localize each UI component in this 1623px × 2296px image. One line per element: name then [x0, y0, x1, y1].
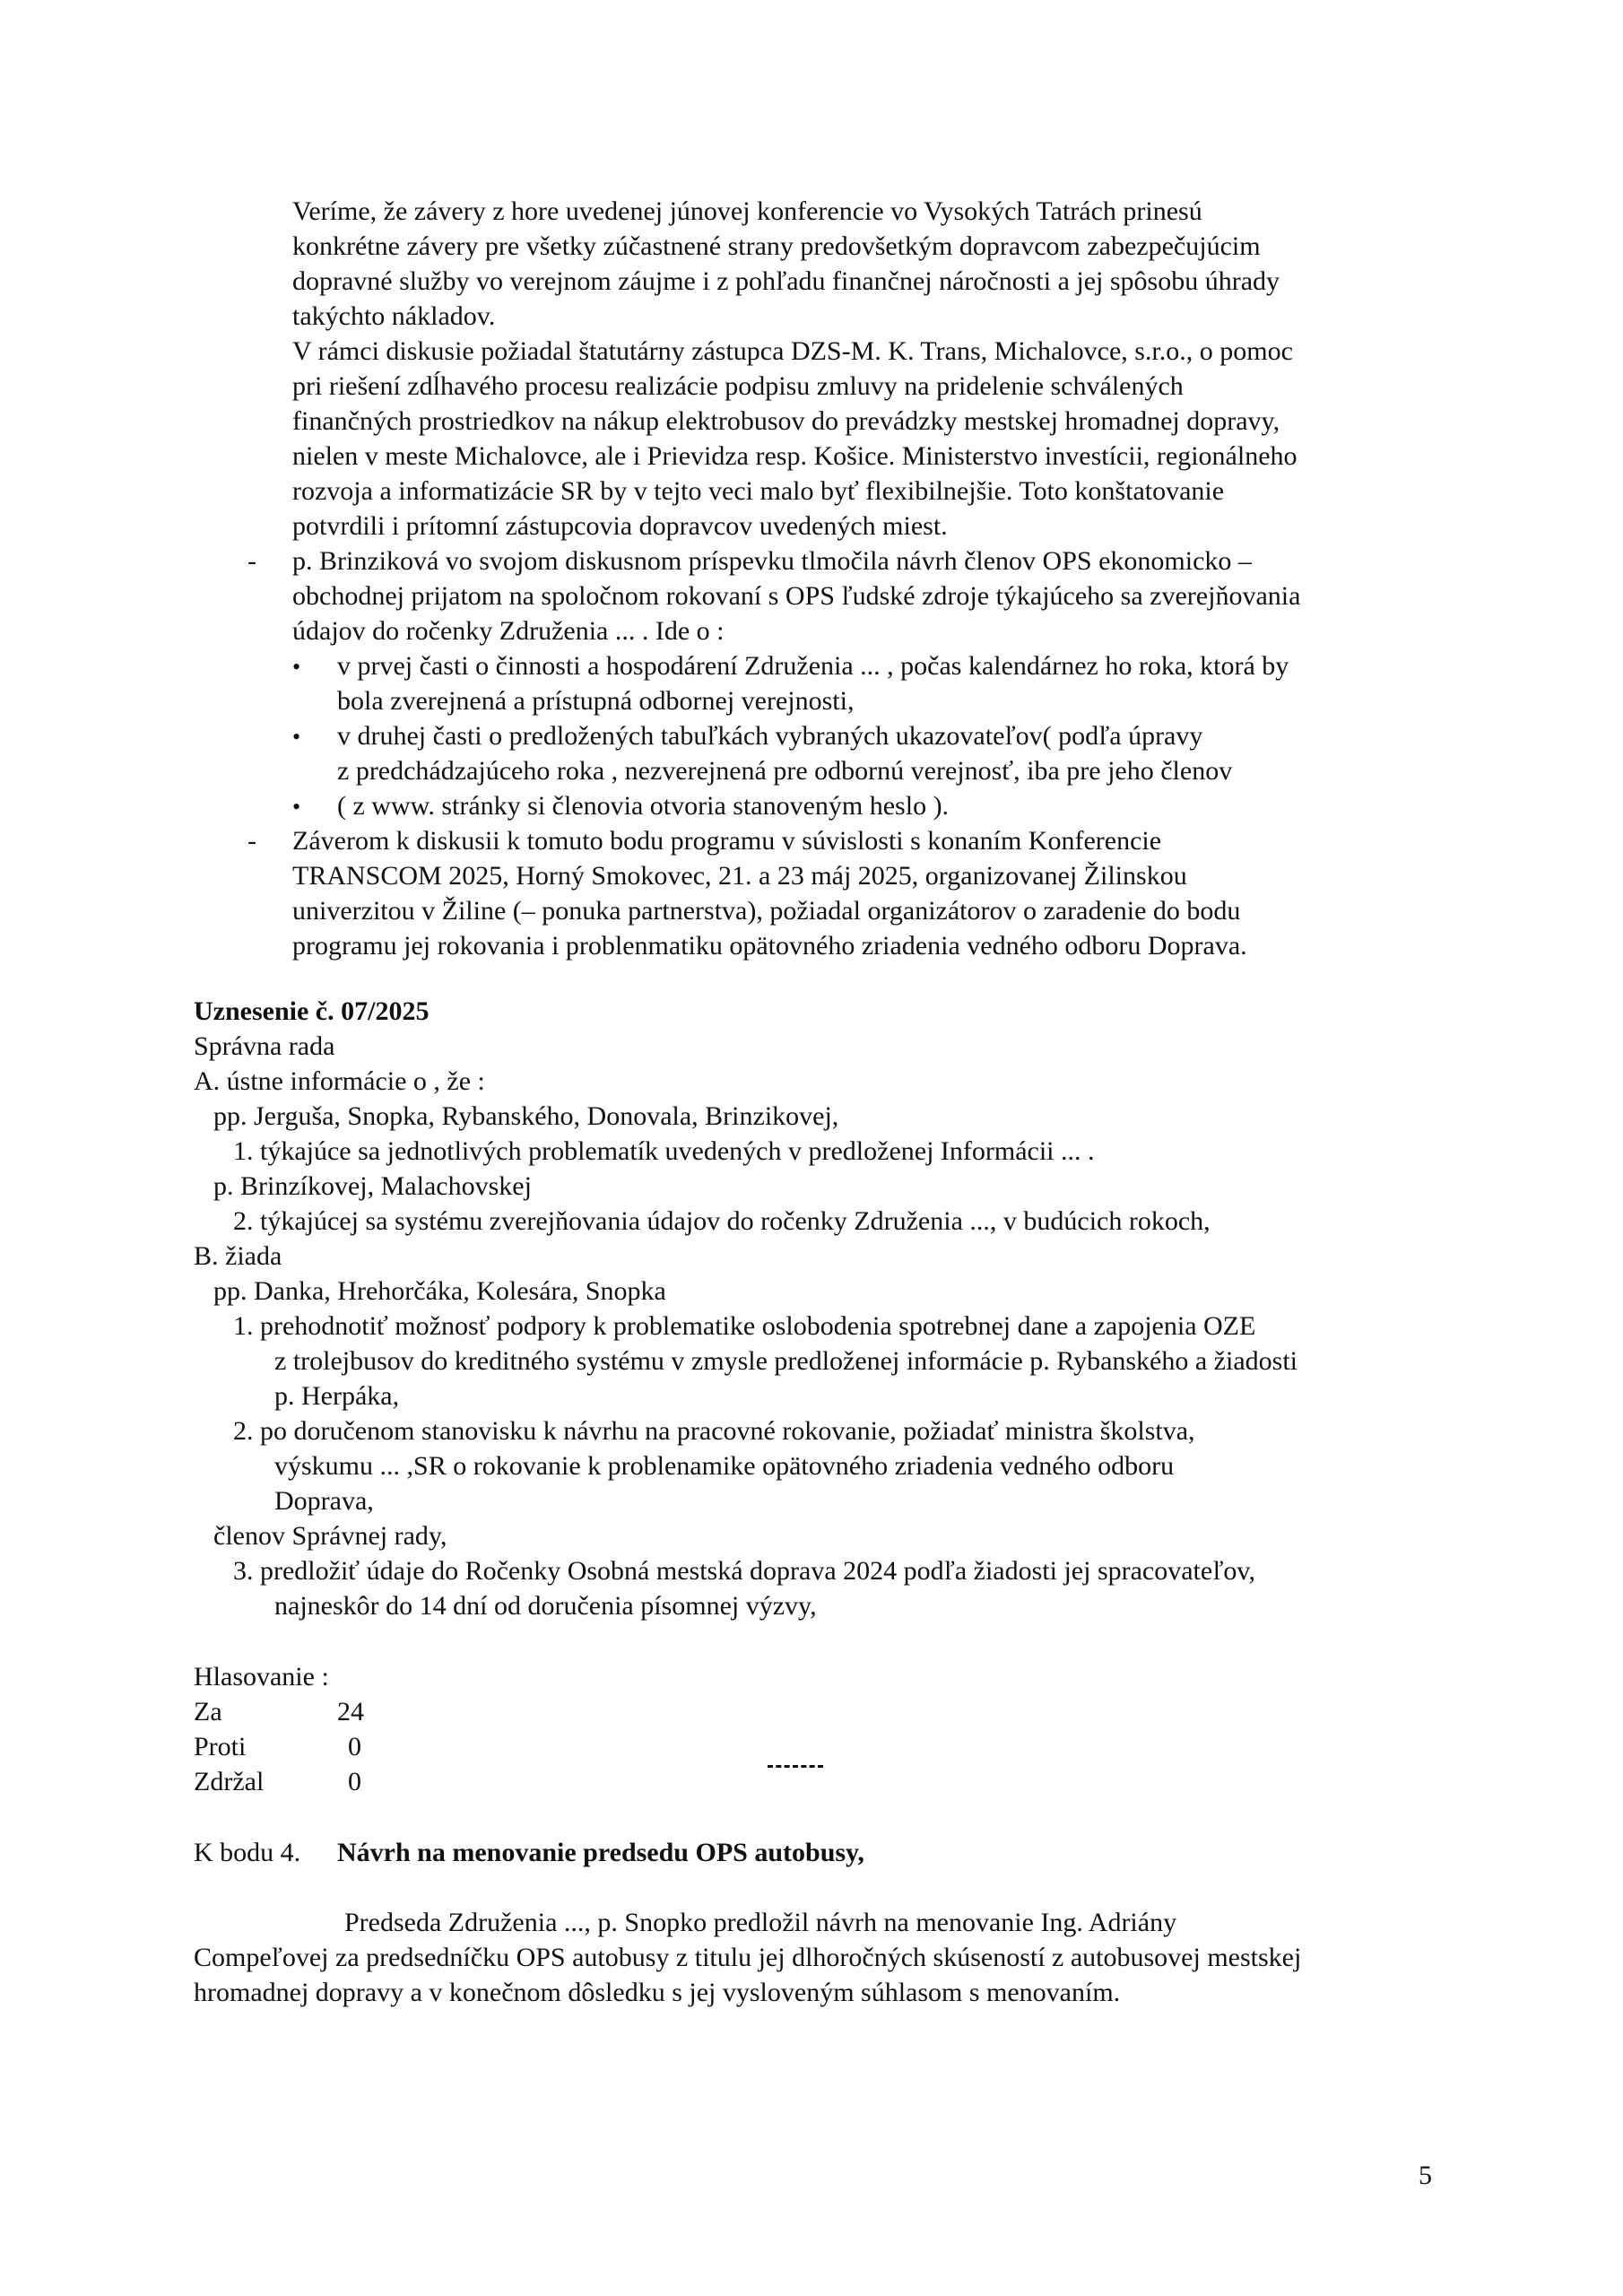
paragraph-line: nielen v meste Michalovce, ale i Prievidza resp. Košice. Ministerstvo investícii, regionálneho — [292, 441, 1298, 471]
dash-item-line: obchodnej prijatom na spoločnom rokovaní s OPS ľudské zdroje týkajúceho sa zverejňovania — [292, 581, 1301, 611]
resolution-line: pp. Danka, Hrehorčáka, Kolesára, Snopka — [213, 1276, 666, 1306]
paragraph-line: pri riešení zdĺhavého procesu realizácie podpisu zmluvy na pridelenie schválených — [292, 371, 1184, 401]
dash-marker: - — [247, 826, 256, 856]
dash-item-line: p. Brinziková vo svojom diskusnom príspevku tlmočila návrh členov OPS ekonomicko – — [292, 546, 1252, 576]
resolution-line: p. Brinzíkovej, Malachovskej — [213, 1171, 532, 1201]
resolution-line: z trolejbusov do kreditného systému v zmysle predloženej informácie p. Rybanského a žiadosti — [274, 1346, 1298, 1376]
paragraph-line: dopravné služby vo verejnom záujme i z pohľadu finančnej náročnosti a jej spôsobu úhrady — [292, 266, 1280, 296]
separator-line — [768, 1765, 823, 1770]
resolution-section-b: B. žiada — [194, 1241, 282, 1271]
paragraph-line: takýchto nákladov. — [292, 301, 496, 331]
resolution-line: 1. týkajúce sa jednotlivých problematík uvedených v predloženej Informácii ... . — [233, 1136, 1095, 1166]
bullet-icon: • — [292, 724, 301, 750]
page-number: 5 — [1419, 2161, 1432, 2190]
bullet-line: z predchádzajúceho roka , nezverejnená pre odbornú verejnosť, iba pre jeho členov — [337, 756, 1233, 786]
dash-item-line: programu jej rokovania i problenmatiku opätovného zriadenia vedného odboru Doprava. — [292, 931, 1247, 961]
voting-value: 0 — [348, 1767, 361, 1796]
resolution-line: pp. Jerguša, Snopka, Rybanského, Donovala, Brinzikovej, — [213, 1101, 839, 1131]
paragraph-line: konkrétne závery pre všetky zúčastnené strany predovšetkým dopravcom zabezpečujúcim — [292, 231, 1261, 261]
resolution-section-a: A. ústne informácie o , že : — [194, 1066, 485, 1096]
resolution-line: 1. prehodnotiť možnosť podpory k problematike oslobodenia spotrebnej dane a zapojenia OZE — [233, 1311, 1256, 1341]
voting-label: Proti — [194, 1732, 247, 1761]
paragraph-line: V rámci diskusie požiadal štatutárny zástupca DZS-M. K. Trans, Michalovce, s.r.o., o pomoc — [292, 336, 1293, 366]
bullet-line: v prvej časti o činnosti a hospodárení Združenia ... , počas kalendárnez ho roka, ktorá by — [337, 651, 1289, 681]
bullet-icon: • — [292, 794, 301, 820]
voting-value: 24 — [337, 1697, 364, 1726]
voting-label: Za — [194, 1697, 222, 1726]
paragraph-line: hromadnej dopravy a v konečnom dôsledku s jej vysloveným súhlasom s menovaním. — [194, 1978, 1121, 2007]
paragraph-line: Veríme, že závery z hore uvedenej júnovej konferencie vo Vysokých Tatrách prinesú — [292, 196, 1202, 226]
bullet-line: bola zverejnená a prístupná odbornej verejnosti, — [337, 686, 855, 716]
dash-marker: - — [247, 546, 256, 576]
resolution-body: Správna rada — [194, 1031, 335, 1061]
section-heading-prefix: K bodu 4. — [194, 1838, 301, 1867]
bullet-line: ( z www. stránky si členovia otvoria stanoveným heslo ). — [337, 791, 950, 821]
resolution-line: Doprava, — [274, 1486, 374, 1516]
dash-item-line: Záverom k diskusii k tomuto bodu programu v súvislosti s konaním Konferencie — [292, 826, 1162, 856]
voting-value: 0 — [348, 1732, 361, 1761]
section-heading: Návrh na menovanie predsedu OPS autobusy, — [337, 1838, 864, 1867]
resolution-title: Uznesenie č. 07/2025 — [194, 996, 430, 1026]
resolution-line: p. Herpáka, — [274, 1381, 400, 1411]
resolution-line: 2. týkajúcej sa systému zverejňovania údajov do ročenky Združenia ..., v budúcich rokoch, — [233, 1206, 1211, 1236]
bullet-icon: • — [292, 654, 301, 680]
resolution-line: 2. po doručenom stanovisku k návrhu na pracovné rokovanie, požiadať ministra školstva, — [233, 1416, 1195, 1446]
dash-item-line: údajov do ročenky Združenia ... . Ide o : — [292, 616, 725, 646]
resolution-line: najneskôr do 14 dní od doručenia písomnej výzvy, — [274, 1591, 817, 1621]
paragraph-line: finančných prostriedkov na nákup elektrobusov do prevádzky mestskej hromadnej dopravy, — [292, 406, 1280, 436]
bullet-line: v druhej časti o predložených tabuľkách vybraných ukazovateľov( podľa úpravy — [337, 721, 1203, 751]
paragraph-line: potvrdili i prítomní zástupcovia dopravcov uvedených miest. — [292, 511, 948, 541]
paragraph-line: rozvoja a informatizácie SR by v tejto veci malo byť flexibilnejšie. Toto konštatovanie — [292, 476, 1225, 506]
resolution-line: výskumu ... ,SR o rokovanie k problenamike opätovného zriadenia vedného odboru — [274, 1451, 1175, 1481]
dash-item-line: TRANSCOM 2025, Horný Smokovec, 21. a 23 máj 2025, organizovanej Žilinskou — [292, 861, 1187, 891]
dash-item-line: univerzitou v Žiline (– ponuka partnerstva), požiadal organizátorov o zaradenie do bodu — [292, 896, 1241, 926]
paragraph-line: Compeľovej za predsedníčku OPS autobusy z titulu jej dlhoročných skúseností z autobusovej mestskej — [194, 1943, 1302, 1972]
paragraph-line: Predseda Združenia ..., p. Snopko predložil návrh na menovanie Ing. Adriány — [344, 1908, 1177, 1937]
resolution-line: členov Správnej rady, — [213, 1521, 447, 1551]
voting-label: Zdržal — [194, 1767, 265, 1796]
resolution-line: 3. predložiť údaje do Ročenky Osobná mestská doprava 2024 podľa žiadosti jej spracovateľov, — [233, 1556, 1255, 1586]
voting-title: Hlasovanie : — [194, 1662, 329, 1692]
